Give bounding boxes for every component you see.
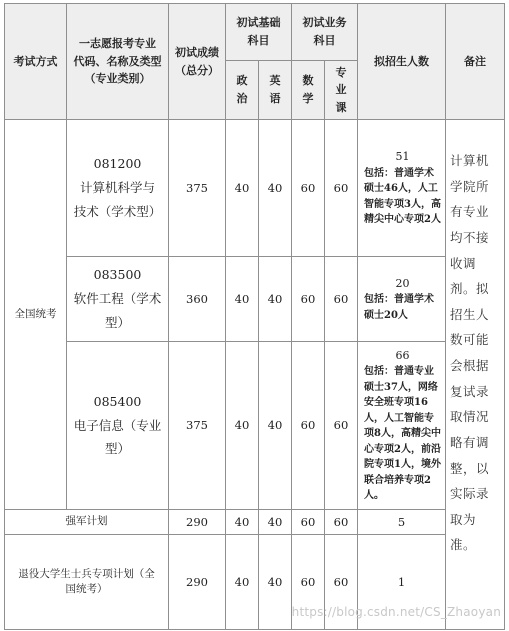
specialty-cell: 60 xyxy=(325,342,358,510)
plan-cell: 51 包括：普通学术硕士46人，人工智能专项3人，高精尖中心专项2人 xyxy=(358,120,446,257)
math-cell: 60 xyxy=(292,342,325,510)
header-plan: 拟招生人数 xyxy=(358,4,446,120)
plan-cell: 66 包括：普通专业硕士37人，网络安全班专项16人，人工智能专项8人，高精尖中心专项2人，前沿院专项1人，境外联合培养专项2人。 xyxy=(358,342,446,510)
remark-cell: 计算机学院所有专业均不接收调剂。拟招生人数可能会根据复试录取情况略有调整，以实际录取为准。 xyxy=(446,120,505,630)
header-politics: 政 治 xyxy=(226,61,259,120)
math-cell: 60 xyxy=(292,257,325,342)
table-row xyxy=(5,342,505,510)
english-cell: 40 xyxy=(259,120,292,257)
table-row xyxy=(5,120,505,257)
header-specialty: 专 业 课 xyxy=(325,61,358,120)
total-score-cell: 375 xyxy=(169,120,226,257)
admission-table xyxy=(4,3,505,630)
header-business-subjects: 初试业务 科目 xyxy=(292,4,358,61)
total-score-cell: 375 xyxy=(169,342,226,510)
politics-cell: 40 xyxy=(226,535,259,630)
specialty-cell: 60 xyxy=(325,510,358,535)
major-cell: 081200 计算机科学与 技术（学术型） xyxy=(67,120,169,257)
specialty-cell: 60 xyxy=(325,120,358,257)
strong-army-label: 强军计划 xyxy=(5,510,169,535)
math-cell: 60 xyxy=(292,120,325,257)
major-cell: 083500 软件工程（学术 型） xyxy=(67,257,169,342)
politics-cell: 40 xyxy=(226,510,259,535)
header-major: 一志愿报考专业 代码、名称及类型 （专业类别） xyxy=(67,4,169,120)
table-row xyxy=(5,257,505,342)
major-cell: 085400 电子信息（专业 型） xyxy=(67,342,169,510)
english-cell: 40 xyxy=(259,342,292,510)
english-cell: 40 xyxy=(259,535,292,630)
politics-cell: 40 xyxy=(226,120,259,257)
politics-cell: 40 xyxy=(226,257,259,342)
header-math: 数 学 xyxy=(292,61,325,120)
header-total-score: 初试成绩 （总分） xyxy=(169,4,226,120)
plan-cell: 20 包括：普通学术硕士20人 xyxy=(358,257,446,342)
watermark-text: https://blog.csdn.net/CS_Zhaoyan xyxy=(291,605,501,619)
total-score-cell: 290 xyxy=(169,535,226,630)
veterans-label: 退役大学生士兵专项计划（全 国统考） xyxy=(5,535,169,630)
table-row xyxy=(5,510,505,535)
english-cell: 40 xyxy=(259,257,292,342)
total-score-cell: 290 xyxy=(169,510,226,535)
plan-cell: 5 xyxy=(358,510,446,535)
total-score-cell: 360 xyxy=(169,257,226,342)
plan-cell: 1 xyxy=(358,535,446,630)
politics-cell: 40 xyxy=(226,342,259,510)
specialty-cell: 60 xyxy=(325,535,358,630)
header-english: 英 语 xyxy=(259,61,292,120)
header-exam-mode: 考试方式 xyxy=(5,4,67,120)
math-cell: 60 xyxy=(292,510,325,535)
header-remark: 备注 xyxy=(446,4,505,120)
header-basic-subjects: 初试基础 科目 xyxy=(226,4,292,61)
english-cell: 40 xyxy=(259,510,292,535)
specialty-cell: 60 xyxy=(325,257,358,342)
math-cell: 60 xyxy=(292,535,325,630)
exam-mode-cell: 全国统考 xyxy=(5,120,67,510)
